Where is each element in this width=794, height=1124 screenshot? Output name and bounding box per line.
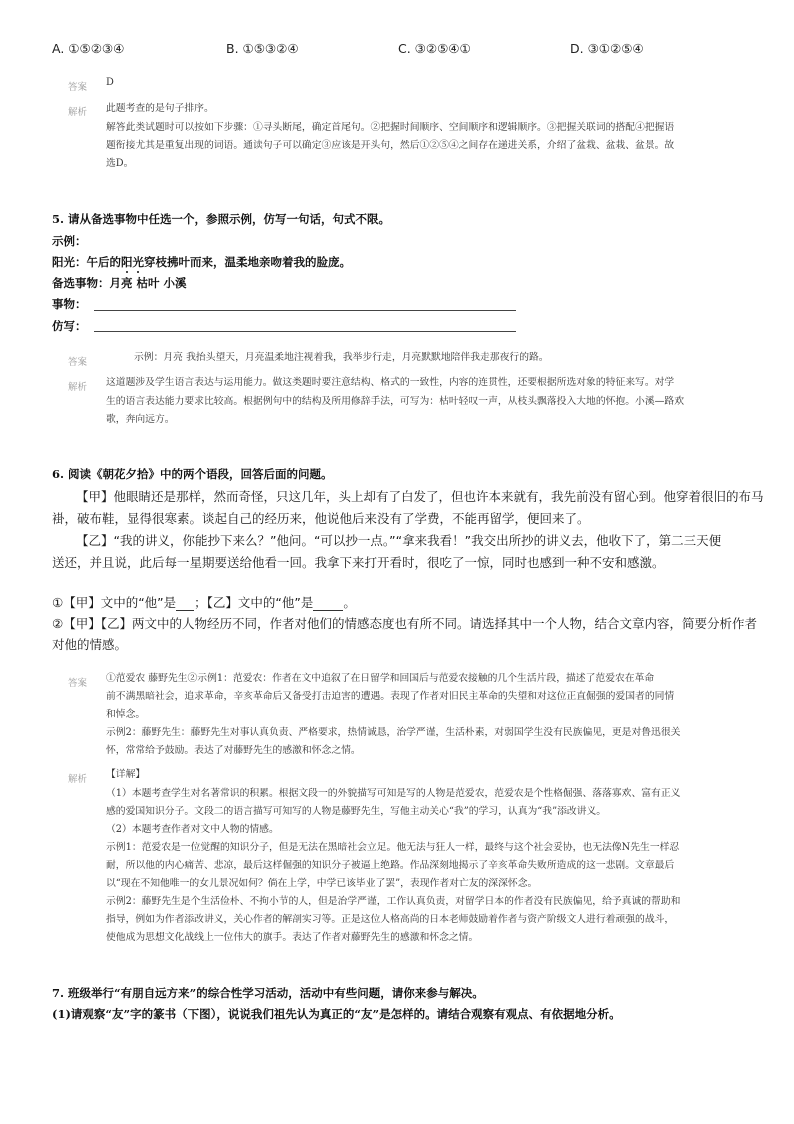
q6-sub2-line: 对他的情感。 — [52, 637, 128, 652]
q6-answer-tag: 答案 — [68, 678, 88, 689]
q4-answer: D — [106, 77, 114, 88]
q6-analysis-line: 耐，所以他的内心痛苦、悲凉，最后这样倔强的知识分子被逼上绝路。作品深刻地揭示了辛亥革命失败所造成的这一悲剧。文章最后 — [106, 860, 675, 871]
q5-example-post: 穿枝拂叶而来，温柔地亲吻着我的脸庞。 — [144, 255, 351, 269]
q5-analysis-line: 这道题涉及学生语言表达与运用能力。做这类题时要注意结构、格式的一致性，内容的连贯性，还要根据所选对象的特征来写。对学 — [106, 377, 675, 388]
q6-analysis-line: 示例2：藤野先生是个生活俭朴、不拘小节的人，但是治学严谨，工作认真负责，对留学日本的作者没有民族偏见，给予真诚的帮助和 — [106, 896, 681, 907]
q4-analysis-line: 题衔接尤其是重复出现的词语。通读句子可以确定③应该是开头句，然后①②⑤④之间存在递进关系，介绍了盆栽、盆栽、盆景。故 — [106, 140, 675, 151]
q4-analysis-tag: 解析 — [68, 107, 88, 118]
q4-option-d: D. ③①②⑤④ — [570, 41, 644, 56]
q5-imitate-label: 仿写： — [52, 319, 87, 333]
q6-analysis-line: （1）本题考查学生对名著常识的积累。根据文段一的外貌描写可知是写的人物是范爱农，范爱农是个性格倔强、落落寡欢、富有正义 — [106, 788, 681, 799]
q5-example-dot-char: 阳 — [121, 255, 133, 269]
q4-option-b: B. ①⑤③②④ — [226, 41, 299, 56]
q4-analysis-line: 此题考查的是句子排序。 — [106, 103, 214, 114]
q5-example-pre: 阳光：午后的 — [52, 255, 121, 269]
q5-title: 5. 请从备选事物中任选一个，参照示例，仿写一句话，句式不限。 — [52, 212, 391, 226]
q6-sub2-line: ②【甲】【乙】两文中的人物经历不同，作者对他们的情感态度也有所不同。请选择其中一个人物，结合文章内容，简要分析作者 — [52, 616, 757, 631]
q5-item-answer-line[interactable] — [94, 310, 516, 311]
q5-answer-tag: 答案 — [68, 357, 88, 368]
q7-sub1: (1)请观察“友”字的篆书（下图），说说我们祖先认为真正的“友”是怎样的。请结合观察有观点、有依据地分析。 — [52, 1007, 621, 1021]
q5-answer: 示例：月亮 我抬头望天，月亮温柔地注视着我，我举步行走，月亮默默地陪伴我走那夜行的路。 — [134, 352, 549, 363]
q5-analysis-tag: 解析 — [68, 382, 88, 393]
q6-para-a-line: 褂，破布鞋，显得很寒素。谈起自己的经历来，他说他后来没有了学费，不能再留学，便回来了。 — [52, 511, 590, 526]
q4-option-a: A. ①⑤②③④ — [52, 41, 125, 56]
q6-analysis-tag: 解析 — [68, 774, 88, 785]
q6-sub1-end: 。 — [343, 595, 356, 610]
q5-analysis-line: 生的语言表达能力要求比较高。根据例句中的结构及所用修辞手法，可写为：枯叶轻叹一声，从枝头飘落投入大地的怀抱。小溪—路欢 — [106, 396, 685, 407]
q6-sub1 — [52, 593, 356, 611]
q6-analysis-line: 使他成为思想文化战线上一位伟大的旗手。表达了作者对藤野先生的感激和怀念之情。 — [106, 932, 479, 943]
q6-analysis-line: 感的爱国知识分子。文段二的语言描写可知写的人物是藤野先生，写他主动关心“我”的学习，认真为“我”添改讲义。 — [106, 806, 607, 817]
q5-example-label: 示例： — [52, 234, 87, 248]
q4-analysis-line: 解答此类试题时可以按如下步骤：①寻头断尾，确定首尾句。②把握时间顺序、空间顺序和逻辑顺序。③把握关联词的搭配④把握语 — [106, 122, 675, 133]
q6-analysis-line: 指导，例如为作者添改讲义，关心作者的解剖实习等。正是这位人格高尚的日本老师鼓励着作者与资产阶级文人进行着顽强的战斗， — [106, 914, 675, 925]
q4-answer-tag: 答案 — [68, 82, 88, 93]
q6-title: 6. 阅读《朝花夕拾》中的两个语段，回答后面的问题。 — [52, 467, 333, 481]
q4-analysis-line: 选D。 — [106, 158, 134, 169]
q6-sub1-pre: ①【甲】文中的“他”是 — [52, 595, 177, 610]
q5-item-label: 事物： — [52, 297, 87, 311]
q6-answer-line: 和悼念。 — [106, 709, 146, 720]
q5-example — [52, 254, 351, 270]
q6-para-b-line: 送还，并且说，此后每一星期要送给他看一回。我拿下来打开看时，很吃了一惊，同时也感到一种不安和感激。 — [52, 555, 665, 570]
q6-answer-line: 前不满黑暗社会，追求革命，辛亥革命后又备受打击迫害的遭遇。表现了作者对旧民主革命的失望和对这位正直倔强的爱国者的同情 — [106, 691, 675, 702]
q5-analysis-line: 歌，奔向远方。 — [106, 414, 175, 425]
q5-example-dot-char: 光 — [132, 255, 144, 269]
q6-analysis-line: 示例1：范爱农是一位觉醒的知识分子，但是无法在黑暗社会立足。他无法与狂人一样，最终与这个社会妥协，也无法像N先生一样忍 — [106, 842, 680, 853]
q6-analysis-line: 以“现在不知他唯一的女儿景况如何？倘在上学，中学已该毕业了罢”，表现作者对亡友的深深怀念。 — [106, 878, 538, 889]
q5-imitate-answer-line[interactable] — [94, 331, 516, 332]
q6-answer-line: 怀，常常给予鼓励。表达了对藤野先生的感激和怀念之情。 — [106, 745, 361, 756]
q6-answer-line: 示例2：藤野先生：藤野先生对事认真负责、严格要求，热情诚恳，治学严谨，生活朴素，对弱国学生没有民族偏见，更是对鲁迅很关 — [106, 727, 681, 738]
q4-option-c: C. ③②⑤④① — [398, 41, 471, 56]
q6-answer-line: ①范爱农 藤野先生②示例1：范爱农：作者在文中追叙了在日留学和回国后与范爱农接触的几个生活片段，描述了范爱农在革命 — [106, 673, 655, 684]
q6-analysis-line: （2）本题考查作者对文中人物的情感。 — [106, 824, 279, 835]
q6-analysis-line: 【详解】 — [106, 769, 146, 780]
q7-title: 7. 班级举行“有朋自远方来”的综合性学习活动，活动中有些问题，请你来参与解决。 — [52, 986, 484, 1000]
q6-para-b-line: 【乙】“我的讲义，你能抄下来么？”他问。“可以抄一点。”“拿来我看！”我交出所抄的讲义去，他收下了，第二三天便 — [76, 533, 722, 548]
q5-candidates: 备选事物：月亮 枯叶 小溪 — [52, 276, 187, 290]
q6-sub1-mid: ；【乙】文中的“他”是 — [194, 595, 314, 610]
q6-sub1-blank-a[interactable] — [176, 595, 194, 611]
q6-sub1-blank-b[interactable] — [313, 595, 343, 611]
q6-para-a-line: 【甲】他眼睛还是那样，然而奇怪，只这几年，头上却有了白发了，但也许本来就有，我先前没有留心到。他穿着很旧的布马 — [76, 489, 764, 504]
